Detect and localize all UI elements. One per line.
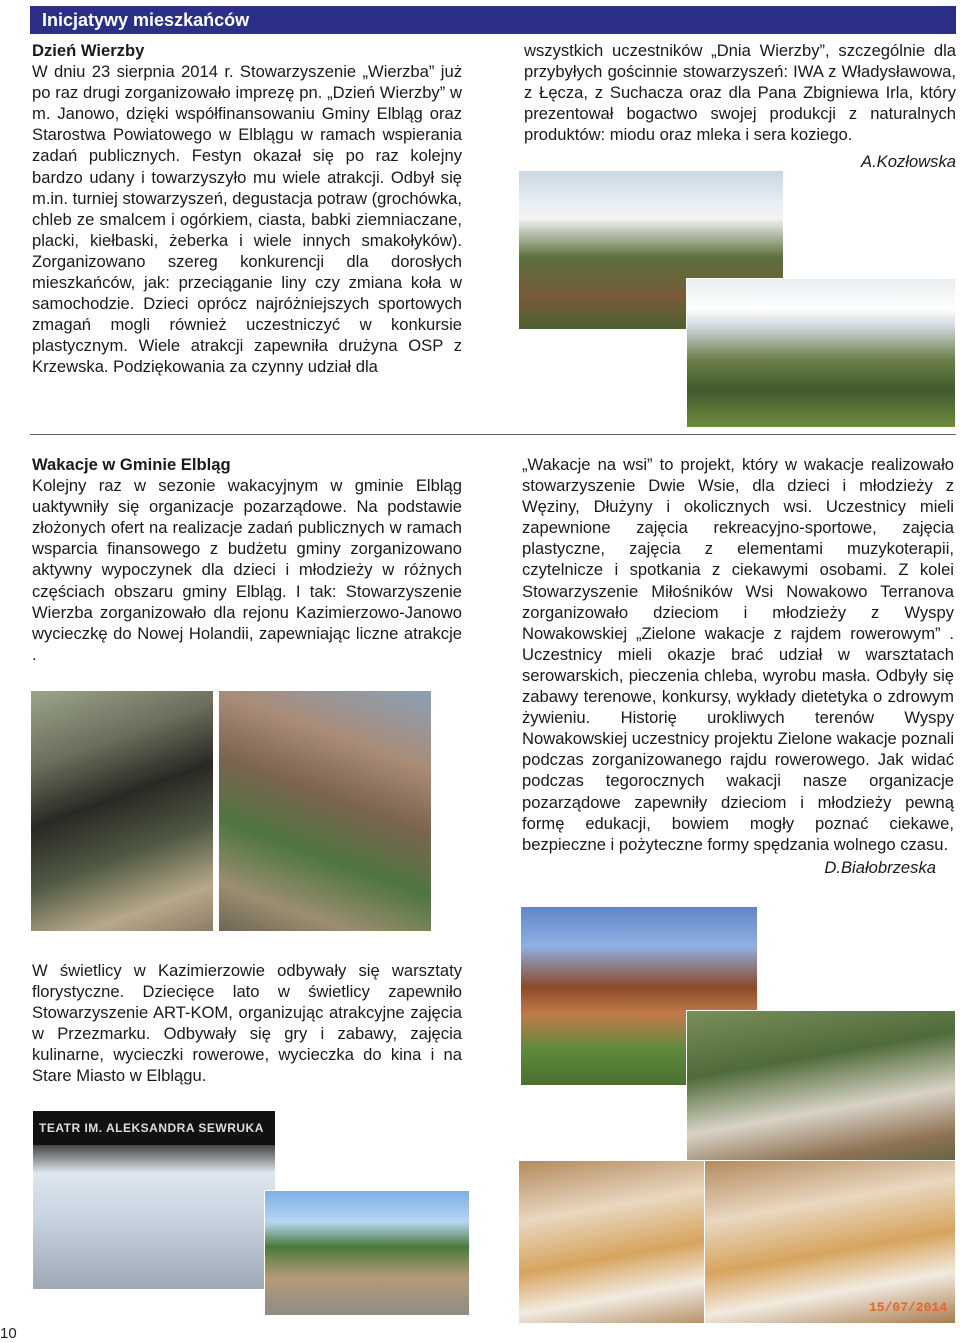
wakacje-text-right: „Wakacje na wsi” to projekt, który w wakacje realizowało stowarzyszenie Dwie Wsie, dla dzieci i młodzieży z Węziny, Dłużyny i okolicznych wsi. Uczestnicy mieli zapewnione zajęcia rekreacyjno-sportowe, zajęcia plastyczne, zajęcia z elementami muzykoterapii, czytelnicze i spotkania z ciekawymi osobami. Z kolei Stowarzyszenie Miłośników Wsi Nowakowo Terranova zorganizowało dzieciom i młodzieży z Wyspy Nowakowskiej „Zielone wakacje z rajdem rowerowym” . Uczestnicy mieli okazje brać udział w warsztatach serowarskich, pieczenia chleba, wyrobu masła. Odbyły się zabawy terenowe, konkursy, wykłady dietetyka o zdrowym żywieniu. Historię urokliwych terenów Wyspy Nowakowskiej uczestnicy projektu Zielone wakacje poznali podczas zorganizowanego rajdu rowerowego. Jak widać podczas tegorocznych wakacji nasze organizacje pozarządowe zapewniły dzieciom i młodzieży pewną formę edukacji, bowiem mogły poznać ciekawe, bezpieczne i pożyteczne formy spędzania wolnego czasu. — [522, 455, 954, 854]
gorilla-statue-photo — [30, 690, 214, 932]
wakacje-text-left: Kolejny raz w sezonie wakacyjnym w gminie Elbląg uaktywniły się organizacje pozarządowe. Na podstawie złożonych ofert na realizacje zadań publicznych w ramach wsparcia finansowego z budżetu gminy zorganizowano aktywny wypoczynek dla dzieci i młodzieży w różnych częściach obszaru gminy Elbląg. I tak: Stowarzyszenie Wierzba zorganizowało dla rejonu Kazimierzowo-Janowo wycieczkę do Nowej Holandii, zapewniając liczne atrakcje . — [32, 476, 462, 664]
dzien-wierzby-text-left: W dniu 23 sierpnia 2014 r. Stowarzyszenie „Wierzba” już po raz drugi zorganizowało imprezę pn. „Dzień Wierzby” w m. Janowo, dzięki współfinansowaniu Gminy Elbląg oraz Starostwa Powiatowego w Elblągu w ramach wspierania zadań publicznych. Festyn okazał się po raz kolejny bardzo udany i towarzyszyło mu wiele atrakcji. Odbył się m.in. turniej stowarzyszeń, degustacja potraw (grochówka, chleb ze smalcem i ogórkiem, ciasta, babki ziemniaczane, placki, kiełbaski, żeberka i wiele innych smakołyków). Zorganizowano szereg konkurencji dla dorosłych mieszkańców, jak: przeciąganie liny czy zmiana koła w samochodzie. Dzieci oprócz najróżniejszych sportowych zmagań mogli również uczestniczyć w konkursie plastycznym. Wiele atrakcji zapewniła drużyna OSP z Krzewska. Podziękowania za czynny udział dla — [32, 62, 462, 377]
octopus-statue-photo — [218, 690, 432, 932]
swietlica-text-block — [32, 960, 462, 1087]
wakacje-heading: Wakacje w Gminie Elbląg — [32, 455, 231, 474]
old-town-trip-photo — [264, 1190, 470, 1316]
page-number: 10 — [0, 1325, 17, 1342]
theatre-sign-text: TEATR IM. ALEKSANDRA SEWRUKA — [39, 1121, 264, 1135]
theatre-trip-photo — [32, 1110, 276, 1290]
section-divider — [30, 434, 956, 435]
wakacje-right-column — [522, 454, 954, 878]
bread-baking-photo-right — [704, 1160, 956, 1324]
wakacje-signature: D.Białobrzeska — [824, 857, 936, 877]
dzien-wierzby-right-column — [524, 40, 956, 173]
wakacje-left-column — [32, 454, 462, 665]
dzien-wierzby-text-right: wszystkich uczestników „Dnia Wierzby”, szczególnie dla przybyłych gościnnie stowarzyszeń: IWA z Władysławowa, z Łęcza, z Suchacza oraz dla Pana Zbigniewa Irla, który prezentował bogactwo swojej produkcji z naturalnych produktów: miodu oraz mleka i sera koziego. — [524, 41, 956, 145]
festival-tables-photo — [686, 278, 956, 428]
swietlica-text: W świetlicy w Kazimierzowie odbywały się warsztaty florystyczne. Dziecięce lato w świetlicy zapewniło Stowarzyszenie ART-KOM, organizując atrakcyjne zajęcia w Przezmarku. Odbywały się gry i zabawy, zajęcia kulinarne, wycieczki rowerowe, wycieczka do kina i na Stare Miasto w Elblągu. — [32, 961, 462, 1086]
section-title: Inicjatywy mieszkańców — [42, 10, 250, 30]
dzien-wierzby-left-column — [32, 40, 462, 378]
dzien-wierzby-heading: Dzień Wierzby — [32, 41, 145, 60]
dzien-wierzby-signature: A.Kozłowska — [861, 152, 956, 172]
photo-date-stamp: 15/07/2014 — [868, 1300, 947, 1315]
section-header-bar — [30, 6, 956, 34]
